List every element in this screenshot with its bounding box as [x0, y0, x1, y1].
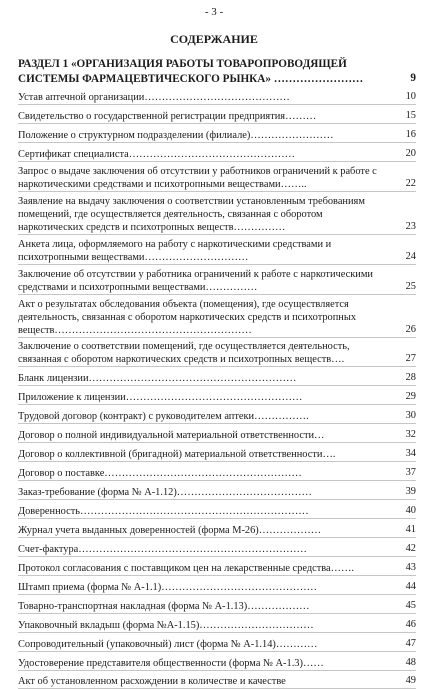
toc-entry [18, 443, 416, 462]
toc-entry-page: 34 [405, 448, 416, 459]
toc-entry [18, 235, 416, 265]
toc-entry [18, 265, 416, 295]
toc-entry-page: 39 [405, 486, 416, 497]
toc-entry [18, 557, 416, 576]
toc-entry [18, 87, 416, 105]
toc-entry [18, 538, 416, 557]
toc-entry-page: 41 [405, 524, 416, 535]
toc-entry [18, 405, 416, 424]
toc-entry [18, 500, 416, 519]
toc-entry-title: Удостоверение представителя общественности (форма № А-1.3)…… [18, 658, 324, 669]
toc-entry-page: 20 [405, 148, 416, 159]
toc-entry [18, 105, 416, 124]
toc-entry-title: Трудовой договор (контракт) с руководителем аптеки……………. [18, 411, 309, 422]
toc-entry [18, 162, 416, 192]
toc-entry [18, 481, 416, 500]
toc-entry-title: Заключение о соответствии помещений, где осуществляется деятельность, связанная с оборотом наркотических средств и психотропных веществ…. [18, 341, 350, 365]
toc-entry-title: Товарно-транспортная накладная (форма № А-1.13)……………… [18, 601, 310, 612]
toc-entry-page: 23 [405, 221, 416, 232]
toc-entry-title: Доверенность………………………………………………………… [18, 506, 309, 517]
toc-entry-title: Упаковочный вкладыш (форма №А-1.15)…………………………… [18, 620, 314, 631]
toc-entry-page: 15 [405, 110, 416, 121]
toc-entry-page: 45 [405, 600, 416, 611]
table-of-contents [18, 53, 416, 689]
toc-entry-title: РАЗДЕЛ 1 «ОРГАНИЗАЦИЯ РАБОТЫ ТОВАРОПРОВОДЯЩЕЙ СИСТЕМЫ ФАРМАЦЕВТИЧЕСКОГО РЫНКА» …………………… [18, 58, 364, 85]
toc-entry-page: 44 [405, 581, 416, 592]
toc-entry [18, 424, 416, 443]
toc-entry-title: Сертификат специалиста………………………………………… [18, 149, 295, 160]
toc-entry-title: Договор о коллективной (бригадной) материальной ответственности…. [18, 449, 336, 460]
toc-entry [18, 652, 416, 671]
toc-entry-page: 46 [405, 619, 416, 630]
toc-entry-page: 42 [405, 543, 416, 554]
toc-entry [18, 124, 416, 143]
toc-entry-title: Приложение к лицензии…………………………………………… [18, 392, 303, 403]
toc-entry [18, 595, 416, 614]
toc-entry [18, 633, 416, 652]
toc-entry-title: Счет-фактура………………………………………………………… [18, 544, 307, 555]
toc-entry [18, 614, 416, 633]
toc-entry-title: Анкета лица, оформляемого на работу с наркотическими средствами и психотропными веществами………………………… [18, 239, 332, 263]
toc-entry-title: Заявление на выдачу заключения о соответствии установленным требованиям помещений, где осуществляется деятельность, связанная с оборотом наркотических средств и психотропных веществ…………… [18, 196, 365, 233]
toc-entry-title: Штамп приема (форма № А-1.1)……………………………………… [18, 582, 318, 593]
toc-entry-title: Сопроводительный (упаковочный) лист (форма № А-1.14)………… [18, 639, 318, 650]
toc-entry-page: 9 [410, 72, 416, 84]
toc-entry [18, 462, 416, 481]
toc-entry [18, 143, 416, 162]
toc-entry-page: 25 [405, 281, 416, 292]
toc-entry-page: 28 [405, 372, 416, 383]
toc-entry [18, 338, 416, 367]
toc-entry-title: Заказ-требование (форма № А-1.12)………………………………… [18, 487, 312, 498]
toc-entry [18, 367, 416, 386]
toc-entry-page: 27 [405, 353, 416, 364]
toc-entry [18, 576, 416, 595]
toc-entry-page: 47 [405, 638, 416, 649]
toc-entry-title: Устав аптечной организации…………………………………… [18, 92, 290, 103]
toc-entry [18, 386, 416, 405]
toc-entry-page: 37 [405, 467, 416, 478]
toc-entry-page: 22 [405, 178, 416, 189]
toc-entry-title: Положение о структурном подразделении (филиале)…………………… [18, 130, 334, 141]
page-title: СОДЕРЖАНИЕ [170, 32, 258, 46]
toc-entry-page: 16 [405, 129, 416, 140]
toc-entry-page: 26 [405, 324, 416, 335]
toc-entry-page: 32 [405, 429, 416, 440]
toc-entry-page: 29 [405, 391, 416, 402]
toc-entry-title: Договор о полной индивидуальной материальной ответственности… [18, 430, 325, 441]
toc-entry-title: Акт об установленном расхождении в количестве и качестве [18, 676, 286, 687]
toc-entry-title: Заключение об отсутствии у работника ограничений к работе с наркотическими средствами и психотропными веществами…………… [18, 269, 373, 293]
section-heading [18, 53, 416, 87]
toc-entry-title: Договор о поставке………………………………………………… [18, 468, 302, 479]
toc-entry-page: 48 [405, 657, 416, 668]
toc-entry [18, 192, 416, 235]
toc-entry-title: Запрос о выдаче заключения об отсутствии у работников ограничений к работе с наркотическими средствами и психотропными веществами…….. [18, 166, 377, 190]
toc-entry [18, 295, 416, 338]
toc-entry-page: 30 [405, 410, 416, 421]
toc-entry-page: 43 [405, 562, 416, 573]
toc-entry-title: Бланк лицензии…………………………………………………… [18, 373, 297, 384]
toc-entry-page: 10 [405, 91, 416, 102]
page-number: - 3 - [204, 6, 224, 18]
toc-entry-page: 24 [405, 251, 416, 262]
toc-entry-title: Журнал учета выданных доверенностей (форма М-26)……………… [18, 525, 322, 536]
toc-entry-title: Свидетельство о государственной регистрации предприятия……… [18, 111, 317, 122]
toc-entry [18, 519, 416, 538]
toc-entry-title: Протокол согласования с поставщиком цен на лекарственные средства……. [18, 563, 355, 574]
toc-entry-page: 49 [405, 675, 416, 686]
toc-entry-title: Акт о результатах обследования объекта (помещения), где осуществляется деятельность, связанная с оборотом наркотических средств и психотропных веществ………………………………………………… [18, 299, 357, 336]
toc-entry-page: 40 [405, 505, 416, 516]
toc-entry [18, 671, 416, 689]
